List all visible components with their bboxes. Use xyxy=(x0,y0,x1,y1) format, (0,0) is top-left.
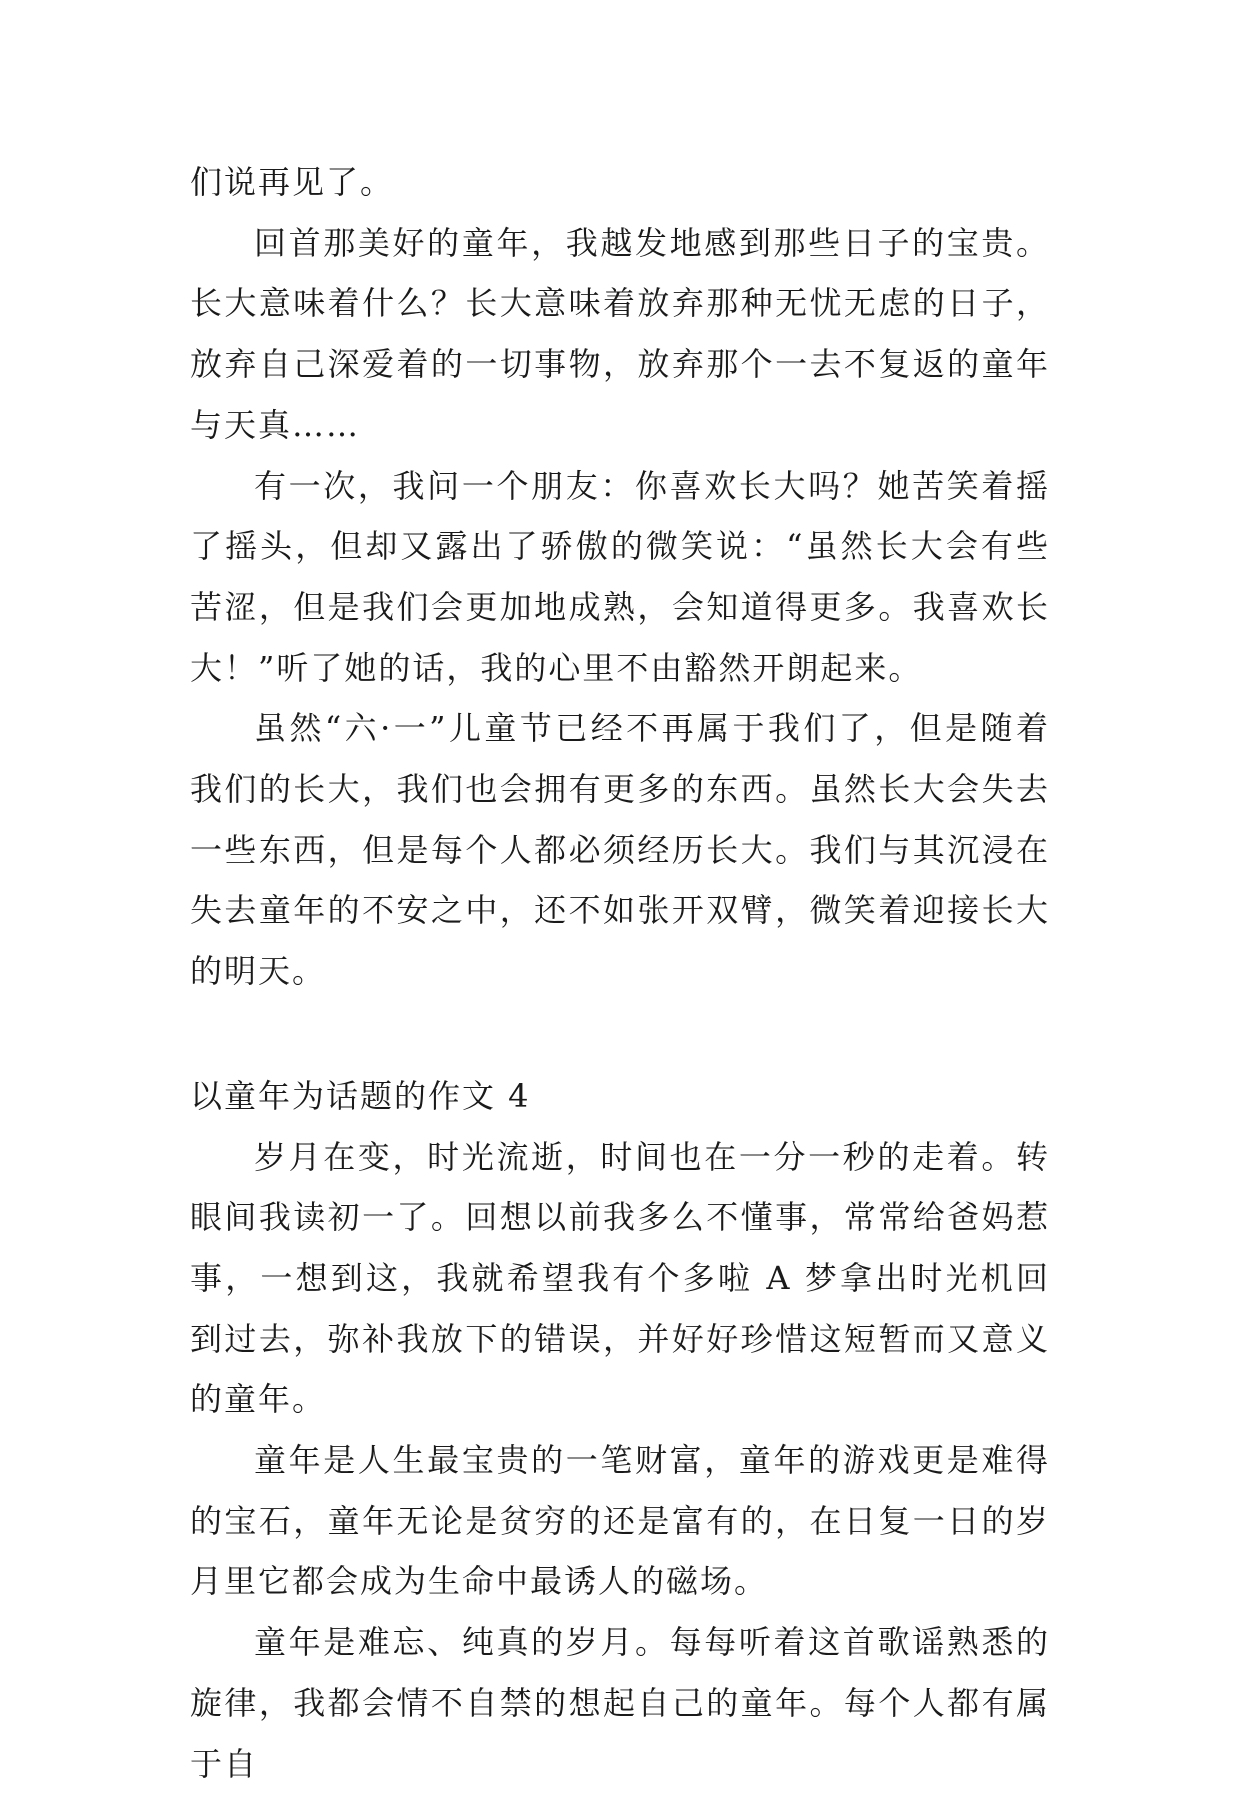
paragraph: 童年是难忘、纯真的岁月。每每听着这首歌谣熟悉的旋律，我都会情不自禁的想起自己的童年。每个人都有属于自 xyxy=(190,1623,1050,1783)
paragraph: 回首那美好的童年，我越发地感到那些日子的宝贵。长大意味着什么？长大意味着放弃那种无忧无虑的日子，放弃自己深爱着的一切事物，放弃那个一去不复返的童年与天真…… xyxy=(190,223,1050,444)
continuation-paragraph: 们说再见了。 xyxy=(190,163,395,201)
paragraph: 虽然“六·一”儿童节已经不再属于我们了，但是随着我们的长大，我们也会拥有更多的东西。虽然长大会失去一些东西，但是每个人都必须经历长大。我们与其沉浸在失去童年的不安之中，还不如张开双臂，微笑着迎接长大的明天。 xyxy=(190,709,1050,991)
paragraph: 童年是人生最宝贵的一笔财富，童年的游戏更是难得的宝石，童年无论是贫穷的还是富有的，在日复一日的岁月里它都会成为生命中最诱人的磁场。 xyxy=(190,1441,1050,1601)
document-body xyxy=(190,152,1050,1794)
paragraph: 有一次，我问一个朋友：你喜欢长大吗？她苦笑着摇了摇头，但却又露出了骄傲的微笑说：“虽然长大会有些苦涩，但是我们会更加地成熟，会知道得更多。我喜欢长大！”听了她的话，我的心里不由豁然开朗起来。 xyxy=(190,466,1050,687)
section-title: 以童年为话题的作文 4 xyxy=(190,1076,531,1115)
paragraph: 岁月在变，时光流逝，时间也在一分一秒的走着。转眼间我读初一了。回想以前我多么不懂事，常常给爸妈惹事，一想到这，我就希望我有个多啦 A 梦拿出时光机回到过去，弥补我放下的错误，并好好珍惜这短暂而又意义的童年。 xyxy=(190,1137,1050,1419)
